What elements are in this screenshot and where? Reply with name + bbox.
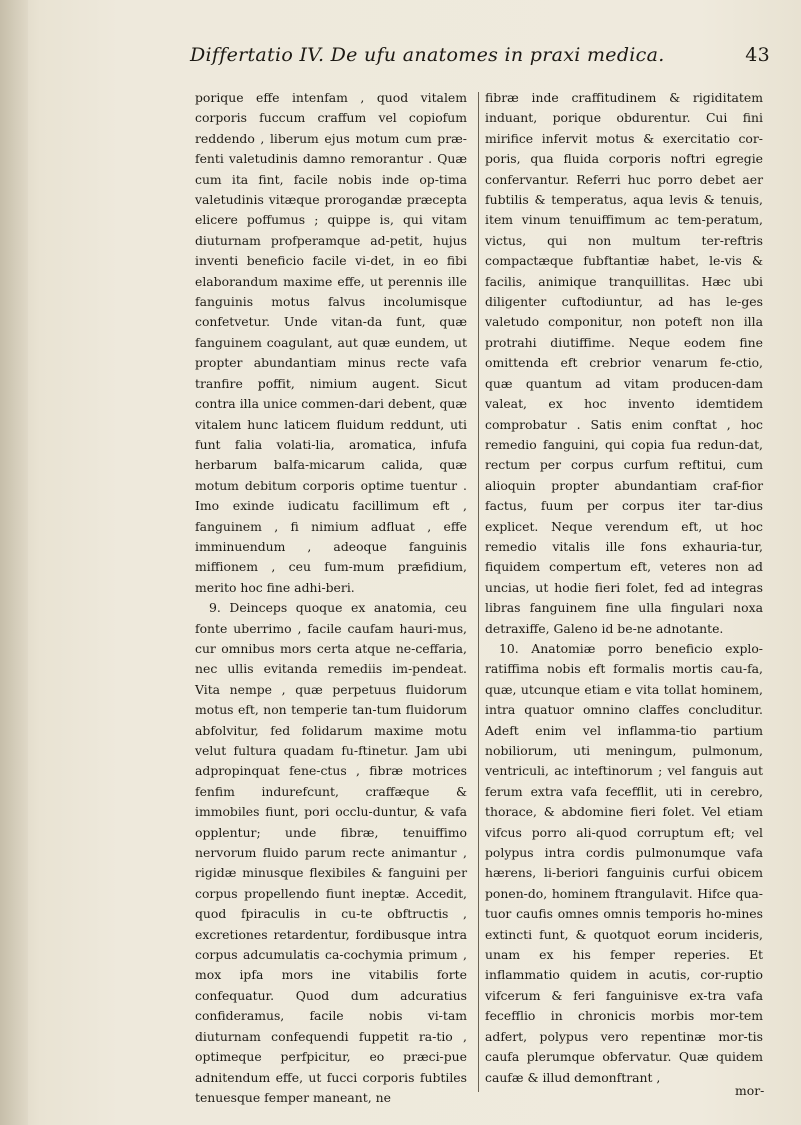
- paragraph: 9. Deinceps quoque ex anatomia, ceu fonte uberrimo , facile caufam hauri-mus, cur omnibus mors certa atque ne-ceffaria, nec ullis evitanda remediis im-pendeat. Vita nempe , quæ perpetuus fluidorum motus eft, non temperie tan-tum fluidorum abfolvitur, fed folidarum maxime motu velut fultura quadam fu-ftinetur. Jam ubi adpropinquat fene-ctus , fibræ motrices fenfim indurefcunt, craffæque & immobiles fiunt, pori occlu-duntur, & vafa opplentur; unde fibræ, tenuiffimo nervorum fluido parum recte animantur , rigidæ minusque flexibiles & fanguini per corpus propellendo fiunt ineptæ. Accedit, quod fpiraculis in cu-te obftructis , excretiones retardentur, fordibusque intra corpus adcumulatis ca-cochymia primum , mox ipfa mors ine vitabilis forte confequatur. Quod dum adcuratius confideramus, facile nobis vi-tam diuturnam confequendi fuppetit ra-tio , optimeque perfpicitur, eo præci-pue adnitendum effe, ut fucci corporis fubtiles tenuesque femper maneant, ne: [195, 600, 467, 1105]
- right-column: [485, 88, 763, 1088]
- binding-edge: [0, 0, 28, 1125]
- left-column: [195, 88, 467, 1108]
- running-title: Differtatio IV. De ufu anatomes in praxi medica.: [190, 44, 665, 66]
- paragraph: fibræ inde craffitudinem & rigiditatem induant, porique obdurentur. Cui fini mirifice infervit motus & exercitatio cor-poris, qua fluida corporis noftri egregie confervantur. Referri huc porro debet aer fubtilis & temperatus, aqua levis & tenuis, item vinum tenuiffimum ac tem-peratum, victus, qui non multum ter-reftris compactæque fubftantiæ habet, le-vis & facilis, animique tranquillitas. Hæc ubi diligenter cuftodiuntur, ad has le-ges valetudo componitur, non poteft non illa protrahi diutiffime. Neque eodem fine omittenda eft crebrior venarum fe-ctio, quæ quantum ad vitam producen-dam valeat, ex hoc invento idemtidem comprobatur . Satis enim conftat , hoc remedio fanguini, qui copia fua redun-dat, rectum per corpus curfum reftitui, cum alioquin propter abundantiam craf-fior factus, fuum per corpus iter tar-dius explicet. Neque verendum eft, ut hoc remedio vitalis ille fons exhauria-tur, fiquidem compertum eft, veteres non ad uncias, ut hodie fieri folet, fed ad integras libras fanguinem fine ulla fingulari noxa detraxiffe, Galeno id be-ne adnotante.: [485, 90, 763, 636]
- catchword: mor-: [735, 1083, 765, 1098]
- column-divider: [478, 92, 479, 1092]
- paragraph: porique effe intenfam , quod vitalem corporis fuccum craffum vel copiofum reddendo , liberum ejus motum cum præ-fenti valetudinis damno remorantur . Quæ cum ita fint, facile nobis inde op-tima valetudinis vitæque prorogandæ præcepta elicere poffumus ; quippe is, qui vitam diuturnam profperamque ad-petit, hujus inventi beneficio facile vi-det, in eo fibi elaborandum maxime effe, ut perennis ille fanguinis motus falvus incolumisque confetvetur. Unde vitan-da funt, quæ fanguinem coagulant, aut quæ eundem, ut propter abundantiam minus recte vafa tranfire poffit, nimium augent. Sicut contra illa unice commen-dari debent, quæ vitalem hunc laticem fluidum reddunt, uti funt falia volati-lia, aromatica, infufa herbarum balfa-micarum calida, quæ motum debitum corporis optime tuentur . Imo exinde iudicatu facillimum eft , fanguinem , fi nimium adfluat , effe imminuendum , adeoque fanguinis miffionem , ceu fum-mum præfidium, merito hoc fine adhi-beri.: [195, 90, 467, 595]
- paragraph: 10. Anatomiæ porro beneficio explo-ratiffima nobis eft formalis mortis cau-fa, quæ, utcunque etiam e vita tollat hominem, intra quatuor omnino claffes concluditur. Adeft enim vel inflamma-tio partium nobiliorum, uti meningum, pulmonum, ventriculi, ac inteftinorum ; vel fanguis aut ferum extra vafa fecefflit, uti in cerebro, thorace, & abdomine fieri folet. Vel etiam vifcus porro ali-quod corruptum eft; vel polypus intra cordis pulmonumque vafa hærens, li-beriori fanguinis curfui obicem ponen-do, hominem ftrangulavit. Hifce qua-tuor caufis omnes omnis temporis ho-mines extincti funt, & quotquot eorum incideris, unam ex his femper reperies. Et inflammatio quidem in acutis, cor-ruptio vifcerum & feri fanguinisve ex-tra vafa fecefflio in chronicis morbis mor-tem adfert, polypus vero repentinæ mor-tis caufa plerumque obfervatur. Quæ quidem caufæ & illud demonftrant ,: [485, 640, 763, 1085]
- page-number: 43: [745, 44, 770, 66]
- running-header: [190, 44, 770, 84]
